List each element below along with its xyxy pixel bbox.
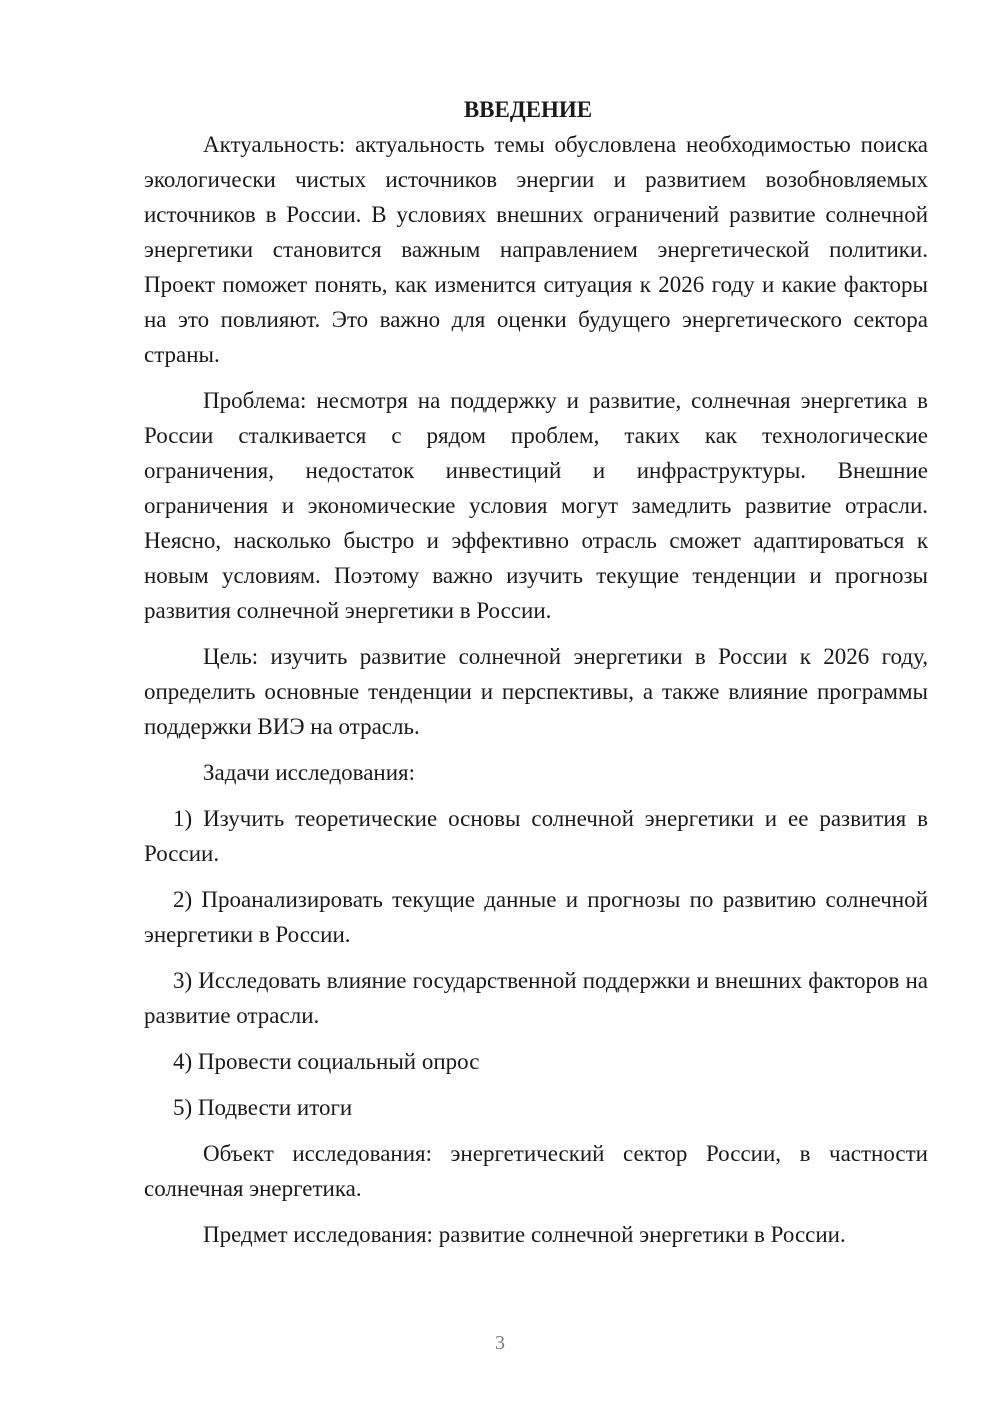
- paragraph-problem: Проблема: несмотря на поддержку и развитие, солнечная энергетика в России сталкивается с рядом проблем, таких как технологические ограничения, недостаток инвестиций и инфраструктуры. Внешние ограничения и экономические условия могут замедлить развитие отрасли. Неясно, насколько быстро и эффективно отрасль сможет адаптироваться к новым условиям. Поэтому важно изучить текущие тенденции и прогнозы развития солнечной энергетики в России.: [144, 388, 928, 623]
- paragraph-tasks-heading: Задачи исследования:: [203, 760, 416, 785]
- paragraph-subject: Предмет исследования: развитие солнечной энергетики в России.: [203, 1222, 846, 1247]
- paragraph-goal: Цель: изучить развитие солнечной энергетики в России к 2026 году, определить основные тенденции и перспективы, а также влияние программы поддержки ВИЭ на отрасль.: [144, 644, 928, 739]
- task-item: 2) Проанализировать текущие данные и прогнозы по развитию солнечной энергетики в России.: [144, 887, 928, 947]
- paragraph-object: Объект исследования: энергетический сектор России, в частности солнечная энергетика.: [144, 1141, 928, 1201]
- paragraph-relevance: Актуальность: актуальность темы обусловлена необходимостью поиска экологически чистых источников энергии и развитием возобновляемых источников в России. В условиях внешних ограничений развитие солнечной энергетики становится важным направлением энергетической политики. Проект поможет понять, как изменится ситуация к 2026 году и какие факторы на это повлияют. Это важно для оценки будущего энергетического сектора страны.: [144, 132, 928, 367]
- page-number: 3: [495, 1332, 505, 1354]
- document-page: [144, 92, 928, 1252]
- section-title: ВВЕДЕНИЕ: [463, 97, 593, 122]
- task-item: 4) Провести социальный опрос: [173, 1049, 480, 1074]
- task-item: 1) Изучить теоретические основы солнечной энергетики и ее развития в России.: [144, 806, 928, 866]
- task-item: 5) Подвести итоги: [173, 1095, 353, 1120]
- task-item: 3) Исследовать влияние государственной поддержки и внешних факторов на развитие отрасли.: [144, 968, 928, 1028]
